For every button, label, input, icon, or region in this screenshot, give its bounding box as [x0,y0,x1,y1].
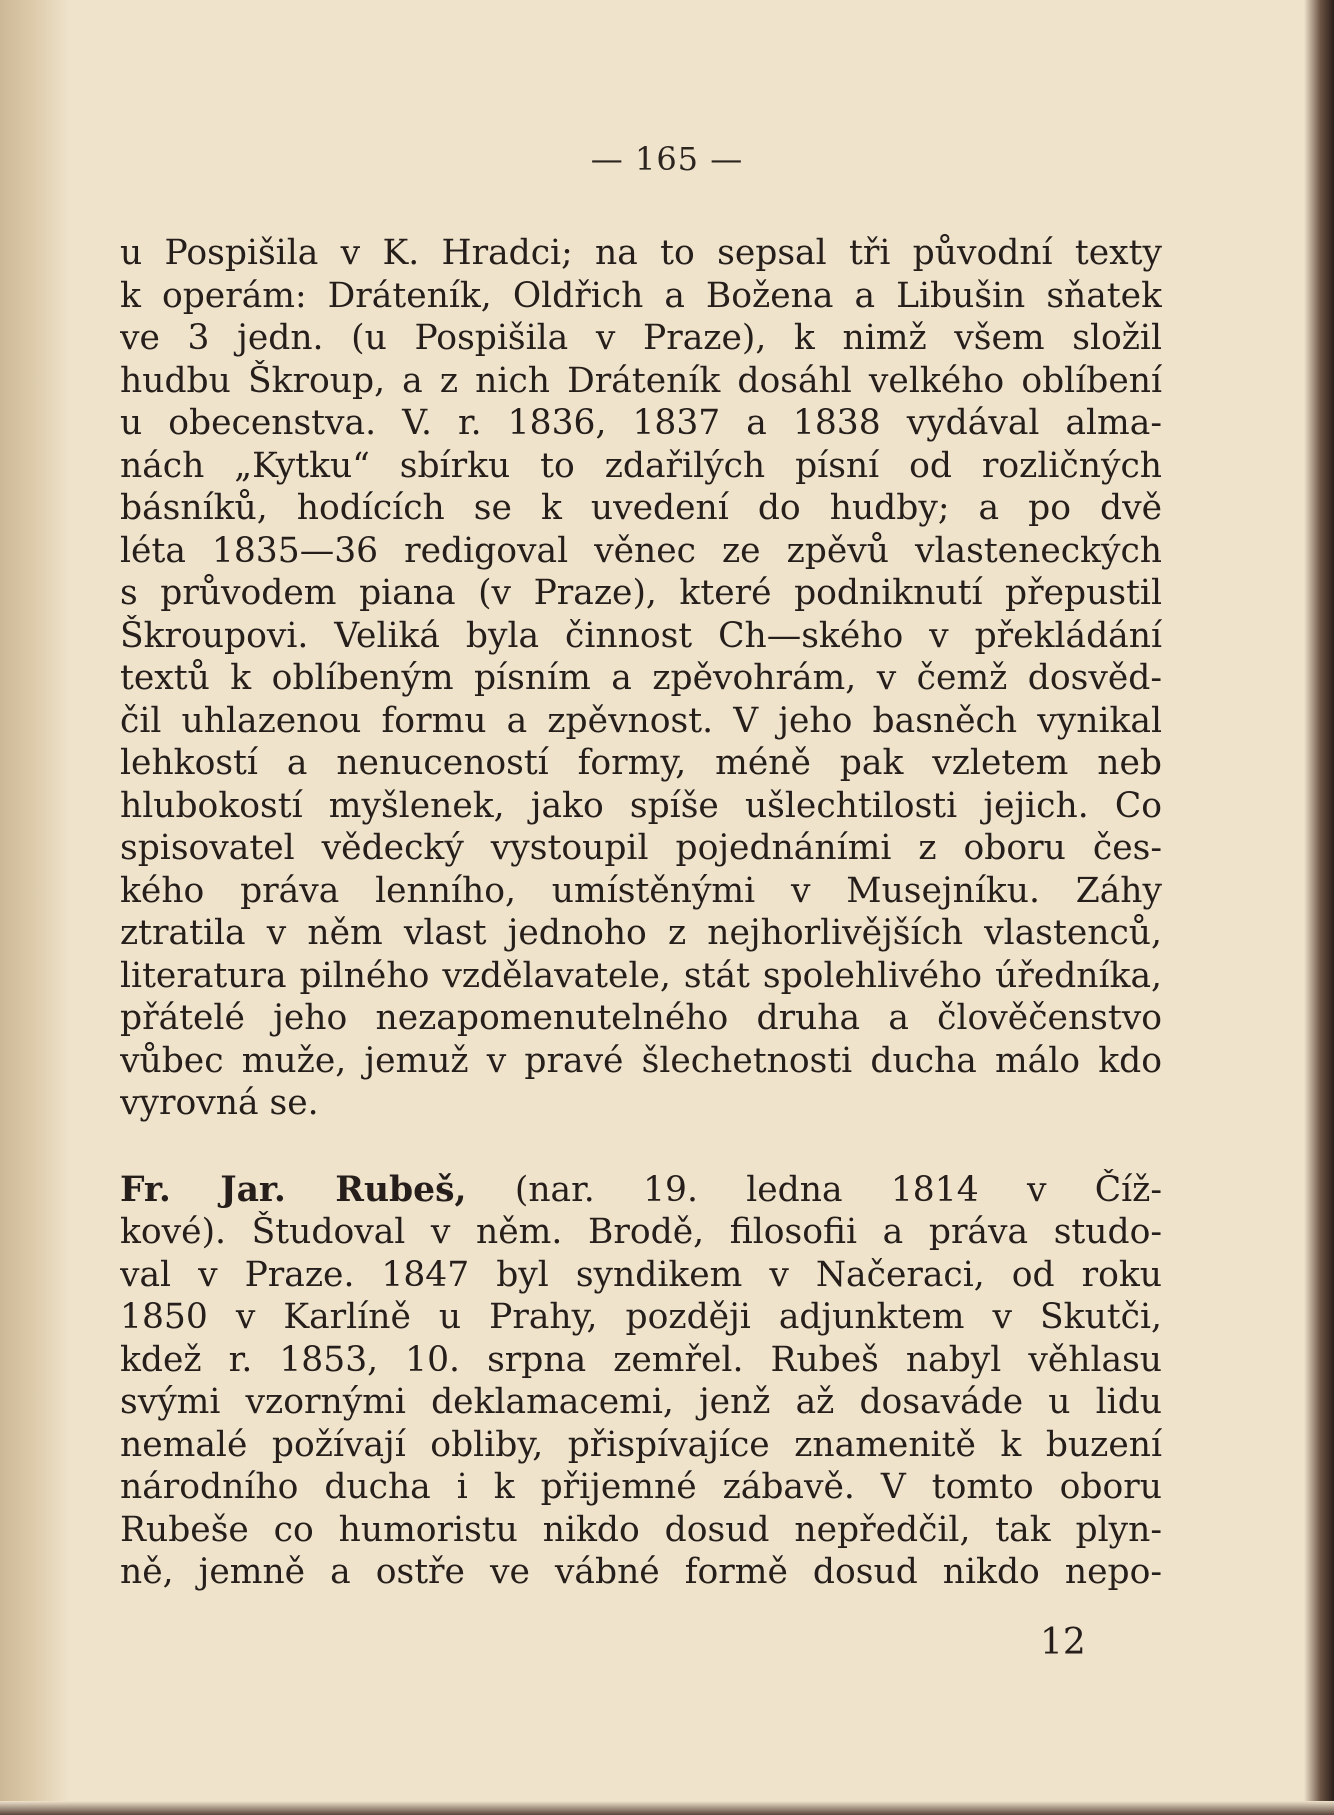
entry-first-line [120,1169,1162,1212]
text-line: 1850 v Karlíně u Prahy, později adjunktem v Skutči, [120,1297,1162,1337]
entry-name: Fr. Jar. Rubeš, [120,1169,467,1210]
signature-mark: 12 [1040,1622,1086,1663]
page-spine-shadow [0,0,70,1815]
paragraph-2 [120,1169,1162,1594]
text-line: hlubokostí myšlenek, jako spíše ušlechtilosti jejich. Co [120,785,1162,826]
text-line: vůbec muže, jemuž v pravé šlechetnosti ducha málo kdo [120,1040,1162,1081]
paragraph-gap [120,1125,1162,1169]
text-line: u Pospišila v K. Hradci; na to sepsal tři původní texty [120,233,1162,273]
page-number: — 165 — [590,140,744,178]
text-line: čil uhlazenou formu a zpěvnost. V jeho basněch vynikal [120,700,1162,741]
text-line: kého práva lenního, umístěnými v Musejníku. Záhy [120,870,1162,911]
text-line: nách „Kytku“ sbírku to zdařilých písní od rozličných [120,445,1162,486]
text-line: přátelé jeho nezapomenutelného druha a člověčenstvo [120,998,1162,1038]
text-line: národního ducha i k přijemné zábavě. V tomto oboru [120,1467,1162,1507]
text-line: vyrovná se. [120,1083,319,1123]
body-text [120,232,1162,1594]
text-line: svými vzornými deklamacemi, jenž až dosaváde u lidu [120,1382,1162,1422]
text-line: spisovatel vědecký vystoupil pojednáními z oboru čes- [120,828,1162,868]
text-line: Rubeše co humoristu nikdo dosud nepředčil, tak plyn- [120,1509,1162,1550]
text-line: kové). Študoval v něm. Brodě, filosofii a práva studo- [120,1212,1162,1252]
entry-first-line-rest: (nar. 19. ledna 1814 v Číž- [466,1169,1162,1210]
text-line: hudbu Škroup, a z nich Dráteník dosáhl velkého oblíbení [120,360,1162,401]
text-line: s průvodem piana (v Praze), které podniknutí přepustil [120,573,1162,613]
text-line: textů k oblíbeným písním a zpěvohrám, v čemž dosvěd- [120,658,1162,698]
text-line: lehkostí a nenuceností formy, méně pak vzletem neb [120,743,1162,783]
text-line: literatura pilného vzdělavatele, stát spolehlivého úředníka, [120,955,1162,996]
text-line: ně, jemně a ostře ve vábné formě dosud nikdo nepo- [120,1552,1162,1592]
text-line: nemalé požívají obliby, přispívajíce znamenitě k buzení [120,1424,1162,1465]
text-line: ve 3 jedn. (u Pospišila v Praze), k nimž všem složil [120,318,1162,358]
text-line: léta 1835—36 redigoval věnec ze zpěvů vlasteneckých [120,530,1162,571]
text-line: Škroupovi. Veliká byla činnost Ch—ského v překládání [120,615,1162,656]
text-line: k operám: Dráteník, Oldřich a Božena a Libušin sňatek [120,275,1162,316]
text-line: val v Praze. 1847 byl syndikem v Načeraci, od roku [120,1254,1162,1295]
paragraph-1 [120,232,1162,1125]
text-line: u obecenstva. V. r. 1836, 1837 a 1838 vydával alma- [120,403,1162,443]
text-line: kdež r. 1853, 10. srpna zemřel. Rubeš nabyl věhlasu [120,1339,1162,1380]
text-line: básníků, hodících se k uvedení do hudby; a po dvě [120,488,1162,528]
page-right-edge [1304,0,1334,1815]
text-line: ztratila v něm vlast jednoho z nejhorlivějších vlastenců, [120,913,1162,953]
page-bottom-edge [0,1801,1334,1815]
